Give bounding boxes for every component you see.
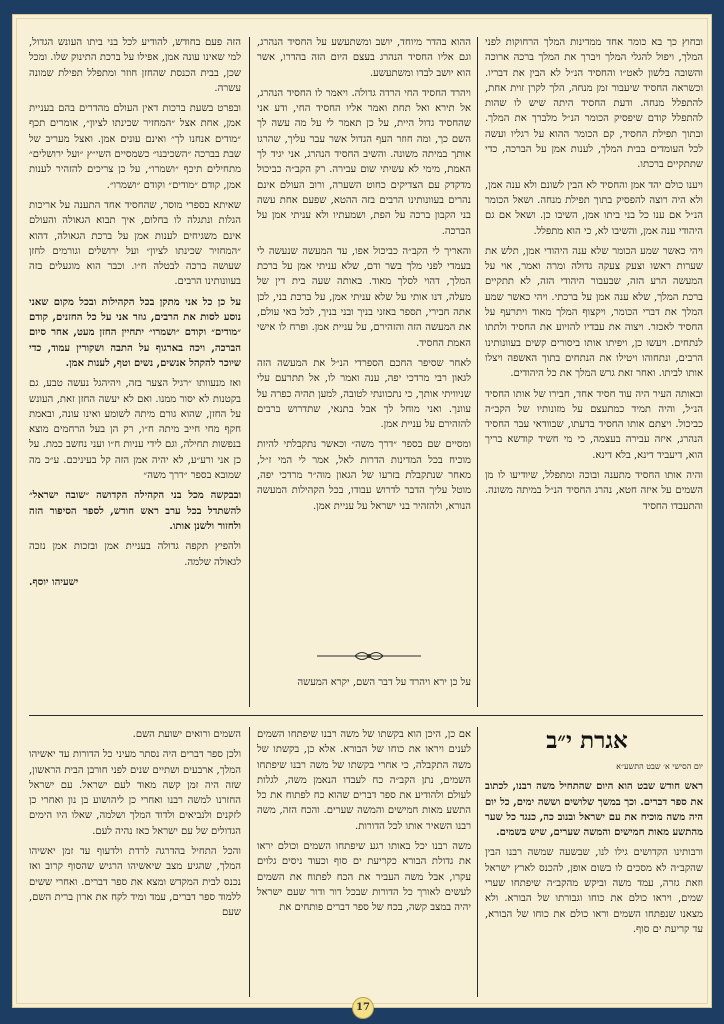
column-divider <box>249 37 250 707</box>
ornament-divider <box>315 648 423 664</box>
section-title: אגרת י״ב <box>546 727 628 754</box>
paragraph: ורבותינו הקדושים גילו לנו, שבשעה שמשה רבנו הבין שהקב״ה לא מסכים לו בשום אופן, להכנס לארץ ישראל וזאת גזרה, עמד משה וביקש מהקב״ה שיפתחו שערי שמים, ויראו כולם את כוחו וגבורתו של הבורא. ולא מצאנו שנפתחו השמים וראו כולם את כוחו של הבורא, עד קריעת ים סוף. <box>485 847 703 935</box>
column-divider <box>249 727 250 997</box>
right-column <box>485 35 703 715</box>
paragraph: ובפרט בשעת ברכות דאין העולם מהדרים בהם בעניית אמן, אחת אצל ״המחזיר שכינתו לציון״, אומרים תכף ״מודים אנחנו לך״ ואינם עונים אמן. ואצל מעריב של שבת בברכה ״השכיבנו״ כשמסיים השי״ץ ״ועל ירושלים״ מתחילים תיכף ״ושמרו״, על כן צריכים להזהיר לענות אמן, קודם ״מודים״ וקודם ״ושמרו״. <box>29 103 241 191</box>
section-divider <box>29 715 703 716</box>
newsletter-page <box>12 14 712 1008</box>
paragraph: ראש חודש שבט הוא היום שהתחיל משה רבנו, לכתוב את ספר דברים. וכך במשך שלושים וששה ימים, כל יום היה משה מוכיח את עם ישראל ובנוב כה, כנגד כל שער מהתשע מאות חמישים והמשה שערים, שיש בשמים. <box>485 781 703 839</box>
paragraph: אם כן, היכן הוא בקשתו של משה רבנו שיפתחו השמים לענים ויראו את כוחו של הבורא. אלא כן, בקשתו של משה התקבלה, כי אחרי בקשתו של משה רבנו שיפתחו השמים, נתן הקב״ה כח לעבדו הנאמן משה, לגלות לעולם ולהודיע את ספר דברים שהוא כח לפתוח את כל התשע מאות חמישים והמשה שערים. והכח הזה, משה רבנו השאיר אותו לכל הדורות. <box>257 729 471 832</box>
paragraph: והאריך לי הקב״ה כביכול אפו, עד המעשה שנעשה לי בעמדי לפני מלך בשר ודם, שלא עניתי אמן על ברכת המלך, דהוי לסלך מאוד. באותה שעה בית דין של מעלה, דנו אותי על שלא עניתי אמן, על ברכת בני, לכן אתה חבירי, תספר באזני בניך ובני בניך, לכל באי עולם, את המעשה הזה והזהירם, על עניית אמן. ופרח לו אישי האמת החסיד. <box>257 245 471 349</box>
column-divider <box>477 37 478 707</box>
paragraph: השמים ורואים ישועת השם. <box>132 729 241 740</box>
signature: ישעיהו יוסף. <box>29 576 79 588</box>
paragraph: על כן כל אני מתקן בכל הקהילות ובכל מקום שאני נוסע לסות את הרבים, גוזר אני על כל החזנים, קודם ״מודים״ וקודם ״ושמרו״ יתחיין החזן מעט, אחר סיום הברכה, ויכה בארגוף על התבה ושקורין עמוד, כדי שיוכר להקהל אנשים, נשים וטף, לענות אמן. <box>29 296 241 369</box>
paragraph: שאיתא בספרי מוסר, שהחסיד אחד התענה על אריכות הגלות ונתגלה לו בחלום, איך תבוא הגאולה והעולם אינם משגיחים לענות אמן על ברכת הגאולה, דהוא ״המחזיר שכינתו לציון״ ועל ירושלים וגורמים לחזן שעושה ברכה לבטלה ח״ו. וכבר הוא מוגעלים בזה בעוונותינו הרבים. <box>29 199 241 288</box>
paragraph: ולהפיץ תקפה גדולה בעניית אמן ובזכות אמן נזכה לגאולה שלמה. <box>29 541 241 568</box>
paragraph: ובבקשה מכל בני הקהילה הקדושה ״שובה ישראל״ להשתדל בכל ערב ראש חודש, לספר הסיפור הזה ולחזור ולשנן אותו. <box>29 490 241 532</box>
page-number: 17 <box>352 997 374 1019</box>
paragraph: והיה אותו החסיד מתענה ובוכה ומתפלל, שיודיעו לו מן השמים על איזה חטא, נהרג החסיד הנ״ל במיתה משונה. והתעבדו החסיד <box>485 470 703 512</box>
paragraph: ובחוץ כך בא כומר אחד ממדינות המלך הרחוקות לפני המלך, ויפול להגלי המלך ויברך את המלך ברכה ארוכה והשובה בלשון לאט״ו והחסיד הנ״ל לא הבין את דבריו. וכשראה החסיד שיעבור זמן מנחה, הלך לקרן זוית אחת, להתפלל מנחה. ודעת החסיד היתה שיש לו שהות להתפלל קודם שיפסיק הכומר הנ״ל מלברך את המלך. ובתוך תפילת החסיד, קם הכומר ההוא על רגליו ועשה לכל העומדים בבית המלך, לענות אמן על הברכה, כדי שתתקיים ברכתו. <box>485 37 703 171</box>
paragraph: לאחר שסיפר החכם הספרדי הנ״ל את המעשה הזה לגאון רבי מרדכי יפה, ענה ואמר לו, אל תתרעם עלי שניוויתי אותך, כי נתכוונתי לטובה, למען תהיה כפרה על עוונך. ואני מוחל לך אבל בתנאי, שתדרוש ברבים להזהירם על עניית אמן. <box>257 357 471 431</box>
lower-left-column <box>29 727 241 997</box>
date-line: יום הסישי א׳ שבט התשע״א <box>616 762 703 771</box>
paragraph: ויענו כולם יהד אמן והחסיד לא הבין לשונם ולא ענה אמן, ולא היה רוצה להפסיק בתוך תפילת מנחה. ושאל הכומר הנ״ל אם ענו כל בני ביתו אמן, השיבו כן. ושאל אם גם היהודי ענה אמן, והשיבו לא, כי הוא מתפלל. <box>485 179 703 237</box>
middle-column <box>257 35 471 650</box>
paragraph: ולכן ספר דברים היה נסתר מעיני כל הדורות עד יאשיהו המלך, ארבעים ושתיים שנים לפני חורבן הבית הראשון, שזה היה זמן קשה מאוד לעם ישראל. עם ישראל החזרנו למשה רבנו ואחרי כן ליהושוע בן נון ואחרי כן לזקנים ולנביאים ולדוד המלך ושלמה, שאלו היו הימים הגדולים של עם ישראל כאז נהיה לעם. <box>29 749 241 837</box>
paragraph: ומסיים שם בספר ״דרך משה״ וכאשר נתקבלתי להיות מוכיח בכל המדינות הדרות לאל, אמר לי המי ז״ל, מאחר שנתקבלת בזרעו של הגאון מוה״ר מרדכי יפה, מוטל עליך הדבר לדרוש עבודו, בכל הקהילות המעשה הנורא, ולהזהיר בני ישראל על עניית אמן. <box>257 439 471 512</box>
paragraph: ויהרד החסיד החי הרדה גדולה. ויאמר לו החסיד הנהרג, אל תירא ואל תחת ואמר אליו החסיד החי, ודע אני שהחסיד גדול היית, על כן תאמר לי על מה עשה לך השם כך, ומה חוזר העף הגדול אשר עבר עליך, שהרגו אותך במיתה משונה. והשיב החסיד הנהרג, אני יגיד לך האמת, מימי לא עשיתי שום עבירה. רק הקב״ה כביכול מדקדק עם הצדיקים כחוט השערה, ורוב העולם אינם נהרים בעוונותינו הרבים בזה ההטא, שפעם אחת עשה בני הקבון ברכה על הפת, ושמעתיו ולא עניתי אמן על הברכה. <box>257 87 471 237</box>
paragraph: משה רבנו יכל באותו רגע שיפתחו השמים וכולם יראו את גדולת הבורא כקריעת ים סוף וכעוד ניסים גלוים עקרו, אבל משה העביר את הכח לפתוח את השמים לעשים לאורך כל הדורות שבכל דור ודור שעם ישראל יהיה במצב קשה, בכח של ספר דברים פותחים את <box>257 841 471 914</box>
lower-right-column <box>485 759 703 999</box>
lower-middle-column <box>257 727 471 997</box>
paragraph: הזה פעם בחודש, להודיע לכל בני ביתו העונש הגדול, למי שאינו עונה אמן, אפילו על ברכת התינוק שלו. ומכל שכן, בבית הכנסת שהחזן חוזר ומתפלל תפילת שמונה עשרה. <box>29 37 241 94</box>
left-column <box>29 35 241 715</box>
middle-closing-line: על כן ירא ויהרד על דבר השם, יקרא המעשה <box>297 677 471 688</box>
column-divider <box>477 727 478 997</box>
paragraph: ויהי כאשר שמע הכומר שלא ענה היהודי אמן, תלש את שערות ראשו וצעק צעקה גדולה ומרה ואמר, אוי על המעשה הרע הזה, שבעבור היהודי הזה, לא תתקיים ברכת המלך, שלא ענה אמן על ברכתי. ויהי כאשר שמע המלך את דברי הכומר, ויקצוף המלך מאוד ויתרעף על החסיד לאכזר. ויצוה את עבדיו להזיוע את החסיד ולתתו לנתחים. ויעשו כן, ויפיתו אותו ביסורים קשים בעוונותינו הרבים, ונתחוהו ויטילו את הנתחים בתוך האשפה ויצלו אותו לביתו. ואחר זאת גרש המלך את כל היהודים. <box>485 245 703 380</box>
paragraph: והכל התחיל בהדרגה לרדת ולדעוף עד זמן יאשיהו המלך, שהגיע מצב שיאשיהו הרגיש שהסוף קרוב ואז נכנס לבית המקדש ומצא את ספר דברים. ואחרי ששים ללמוד ספר דברים, עמד ומיד לקח את ארון ברית השם, שעם <box>29 846 241 919</box>
paragraph: ואז מנעוותו ״רגיל הצער בזה, ויהיהגל נעשה טבע, גם בקטנות לא יסור ממנו. ואם לא יעשה החזן זאת, העונש על החזן, שהוא גורם מיתה לשומע ואינו עונה, ובאמת חקף מחי חייב מיתה ח״ו, רק הן בעל הרחמים מוצא בנפשות תחילה, וגם לידי עניות ח״ו ועני נחשב כמת. על כן אני ורע״ע, לא יהיה אמן הזה קל בעיניכם. ע״כ מה שמובא בספר ״דרך משה״ <box>29 378 241 482</box>
paragraph: ובאותה העיר היה עוד חסיד אחד, חבירו של אותו החסיד הנ״ל, והיה תמיד כמתעצם על מזונותיו של הקב״ה כביכול. ויצתם אותו החסיד בדעתו, שבוודאי עבר החסיד הנהרג, איזה עבירה בעצמה, כי מי חשיד קודשא בריך הוא, דיעביד דינא, בלא דינא. <box>485 388 703 461</box>
paragraph: ההוא בהדר מיוחד, יושב ומשתעשע על החסיד הנהרג, וגם אליו החסיד הנהרג בעצם היום הזה בהדרו, אשר הוא יושב לבדו ומשתעשע. <box>257 37 471 79</box>
